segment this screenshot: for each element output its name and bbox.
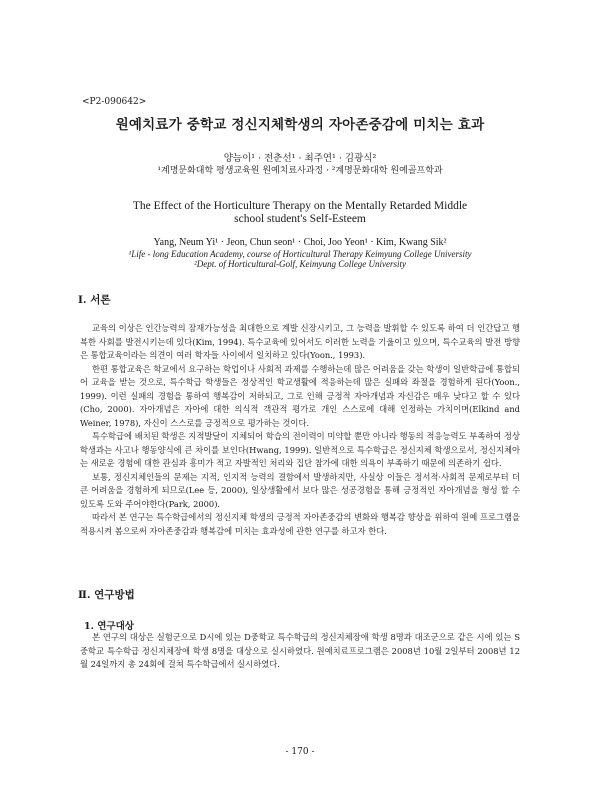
authors-english: Yang, Neum Yi¹ · Jeon, Chun seon¹ · Choi, Joo Yeon¹ · Kim, Kwang Sik² xyxy=(153,237,447,248)
introduction-body xyxy=(80,322,520,538)
methods-body xyxy=(80,631,520,672)
affiliation-english xyxy=(0,249,600,269)
section-heading-methods: Ⅱ. 연구방법 xyxy=(78,589,135,601)
title-korean: 원예치료가 중학교 정신지체학생의 자아존중감에 미치는 효과 xyxy=(115,117,485,133)
authors-korean: 양늠이¹ · 전춘선¹ · 최주연¹ · 김광식² xyxy=(223,153,377,164)
affiliation-english-line2: ²Dept. of Horticultural-Golf, Keimyung College University xyxy=(194,259,406,269)
intro-paragraph-4: 보통, 정신지체인들의 문제는 지적, 인지적 능력의 결함에서 발생하지만, 사실상 이들은 정서적·사회적 문제로부터 더 큰 어려움을 경험하게 되므로(Lee 등, 2000), 일상생활에서 보다 많은 성공경험을 통해 긍정적인 자아개념을 형성 할 수 있도록 도와 주어야한다(Park, 2000). xyxy=(80,471,520,509)
title-english-line2: school student's Self-Esteem xyxy=(234,213,366,225)
affiliation-english-line1: ¹Life - long Education Academy, course of Horticultural Therapy Keimyung College University xyxy=(128,249,472,259)
intro-paragraph-3: 특수학급에 배치된 학생은 지적발달이 지체되어 학습의 전이력이 미약할 뿐만 아니라 행동의 적응능력도 부족하여 정상학생과는 사고나 행동양식에 큰 차이를 보인다(Hwang, 1999). 일반적으로 특수학급은 정신지체 학생으로서, 정신지체아는 새로운 경험에 대한 관심과 흥미가 적고 자발적인 처리와 집단 참가에 대한 의욕이 부족하기 때문에 의존하기 쉽다. xyxy=(80,431,520,468)
methods-paragraph-1: 본 연구의 대상은 실험군으로 D시에 있는 D중학교 특수학급의 정신지체장애 학생 8명과 대조군으로 같은 시에 있는 S중학교 특수학급 정신지체장애 학생 8명을 대상으로 실시하였다. 원예치료프로그램은 2008년 10월 2일부터 2008년 12월 24일까지 총 24회에 걸쳐 특수학급에서 실시하였다. xyxy=(80,632,520,669)
intro-paragraph-2: 한편 통합교육은 학교에서 요구하는 학업이나 사회적 과제를 수행하는데 많은 어려움을 갖는 학생이 일반학급에 통합되어 교육을 받는 것으로, 특수학급 학생들은 정상적인 학교생활에 적응하는데 많은 실패와 좌절을 경험하게 된다(Yoon., 1999). 이런 실패의 경험을 통하여 행복감이 저하되고, 그로 인해 긍정적 자아개념과 자신감은 매우 낮다고 할 수 있다(Cho, 2000). 자아개념은 자아에 대한 의식적 객관적 평가로 개인 스스로에 대해 인정하는 가치이며(Elkind and Weiner, 1978), 자신이 스스로를 긍정적으로 평가하는 것이다. xyxy=(80,363,520,428)
title-english-line1: The Effect of the Horticulture Therapy on the Mentally Retarded Middle xyxy=(132,200,468,212)
title-english xyxy=(0,200,600,226)
section-heading-introduction: Ⅰ. 서론 xyxy=(78,294,111,306)
subsection-heading-subjects: 1. 연구대상 xyxy=(84,621,134,632)
intro-paragraph-1: 교육의 이상은 인간능력의 잠재가능성을 최대한으로 계발 신장시키고, 그 능력을 발휘할 수 있도록 하여 더 인간답고 행복한 사회를 발전시키는데 있다(Kim, 1994). 특수교육에 있어서도 이러한 노력을 기울이고 있으며, 특수교육의 발전 방향은 통합교육이라는 의견이 여러 학자들 사이에서 일치하고 있다(Yoon., 1993). xyxy=(80,323,520,360)
affiliation-korean: ¹계명문화대학 평생교육원 원예치료사과정 · ²계명문화대학 원예골프학과 xyxy=(157,166,443,176)
page-number: - 170 - xyxy=(285,747,315,757)
paper-code: <P2-090642> xyxy=(82,97,147,107)
intro-paragraph-5: 따라서 본 연구는 특수학급에서의 정신지체 학생의 긍정적 자아존중감의 변화와 행복감 향상을 위하여 원예 프로그램을 적용시켜 봄으로써 자아존중감과 행복감에 미치는 효과성에 관한 연구를 하고자 한다. xyxy=(80,512,520,536)
